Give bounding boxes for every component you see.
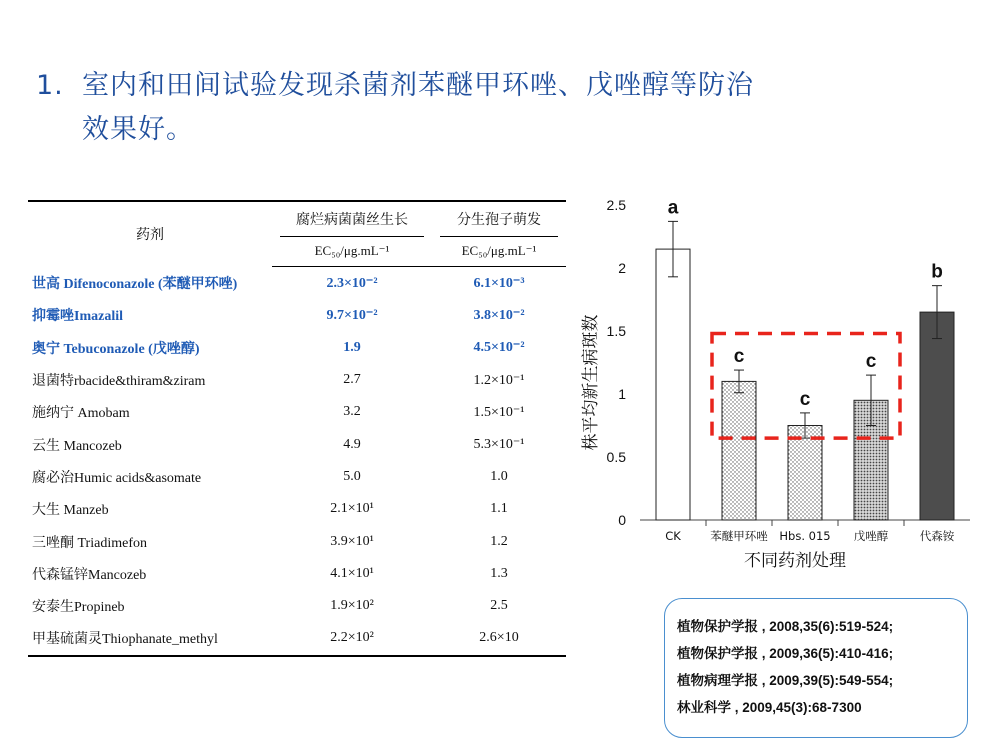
reference-item: 林业科学 , 2009,45(3):68-7300 — [677, 700, 862, 715]
drug-name-cell: 大生 Manzeb — [32, 503, 109, 519]
reference-item: 植物保护学报 , 2009,36(5):410-416; — [677, 646, 894, 661]
table-row — [28, 525, 566, 557]
spore-ec50-cell: 1.0 — [490, 468, 508, 484]
slide-title — [36, 64, 936, 152]
mycelium-ec50-cell: 2.2×10² — [272, 622, 432, 655]
title-number: 1. — [36, 70, 64, 101]
drug-name-cell: 世高 Difenoconazole (苯醚甲环唑) — [32, 276, 238, 292]
table-row — [28, 428, 566, 460]
drug-name-cell: 安泰生Propineb — [32, 600, 125, 616]
drug-name-cell: 代森锰锌Mancozeb — [32, 567, 147, 583]
header-mycelium: 腐烂病菌菌丝生长 — [272, 201, 432, 236]
spore-ec50-cell: 3.8×10⁻² — [473, 307, 525, 323]
y-tick-label: 0 — [618, 512, 626, 528]
drug-name-cell: 三唑酮 Triadimefon — [32, 535, 147, 551]
x-tick-label: 代森铵 — [919, 529, 955, 543]
fungicide-ec50-table — [28, 200, 566, 657]
spore-ec50-cell: 5.3×10⁻¹ — [473, 437, 525, 453]
title-line-2: 效果好。 — [82, 114, 194, 145]
table-row — [28, 493, 566, 525]
spore-ec50-cell: 6.1×10⁻³ — [473, 275, 525, 291]
mycelium-ec50-cell: 5.0 — [343, 468, 361, 484]
table-row — [28, 622, 566, 655]
drug-name-cell: 奥宁 Tebuconazole (戊唑醇) — [32, 341, 200, 357]
header-spore: 分生孢子萌发 — [432, 201, 566, 236]
y-tick-label: 0.5 — [606, 449, 626, 465]
table-row — [28, 461, 566, 493]
x-tick-label: 戊唑醇 — [853, 529, 889, 543]
mycelium-ec50-cell: 4.1×10¹ — [330, 565, 374, 581]
mycelium-ec50-cell: 1.9 — [343, 339, 361, 355]
table-row — [28, 299, 566, 331]
drug-name-cell: 云生 Mancozeb — [32, 438, 122, 454]
spore-ec50-cell: 1.5×10⁻¹ — [473, 404, 525, 420]
reference-item: 植物病理学报 , 2009,39(5):549-554; — [677, 673, 894, 688]
significance-letter: a — [667, 197, 679, 219]
mycelium-ec50-cell: 2.3×10⁻² — [326, 275, 378, 291]
header-spore-unit — [432, 236, 566, 267]
references-list — [665, 599, 967, 721]
x-tick-label: Hbs. 015 — [779, 529, 831, 543]
header-mycelium-unit — [272, 236, 432, 267]
table-row — [28, 590, 566, 622]
drug-name-cell: 抑霉唑Imazalil — [32, 309, 123, 325]
spore-ec50-cell: 1.3 — [490, 565, 508, 581]
mycelium-ec50-cell: 9.7×10⁻² — [326, 307, 378, 323]
table-row — [28, 364, 566, 396]
table-row — [28, 332, 566, 364]
y-axis-label: 株平均新生病斑数 — [581, 314, 601, 451]
y-tick-label: 2.5 — [606, 197, 626, 213]
y-tick-label: 1.5 — [606, 323, 626, 339]
spore-ec50-cell: 1.2×10⁻¹ — [473, 372, 525, 388]
spore-unit-text: EC₅₀/μg.mL⁻¹ — [461, 243, 537, 258]
y-tick-label: 2 — [618, 260, 626, 276]
bar — [920, 312, 954, 520]
y-tick-label: 1 — [618, 386, 626, 402]
significance-letter: c — [733, 346, 745, 368]
table-body — [28, 267, 566, 656]
mycelium-unit-text: EC₅₀/μg.mL⁻¹ — [314, 243, 390, 258]
table-row — [28, 558, 566, 590]
spore-ec50-cell: 1.2 — [490, 533, 508, 549]
mycelium-ec50-cell: 1.9×10² — [330, 598, 374, 614]
reference-item: 植物保护学报 , 2008,35(6):519-524; — [677, 619, 894, 634]
table-row — [28, 396, 566, 428]
bar — [722, 381, 756, 520]
x-tick-label: CK — [665, 529, 681, 543]
spore-ec50-cell: 2.6×10 — [432, 622, 566, 655]
drug-name-cell: 施纳宁 Amobam — [32, 406, 130, 422]
spore-ec50-cell: 2.5 — [490, 598, 508, 614]
title-line-1: 室内和田间试验发现杀菌剂苯醚甲环唑、戊唑醇等防治 — [82, 70, 754, 101]
drug-name-cell: 退菌特rbacide&thiram&ziram — [32, 374, 206, 390]
x-axis-label: 不同药剂处理 — [744, 551, 846, 571]
significance-letter: c — [799, 388, 811, 410]
significance-letter: b — [931, 261, 943, 283]
table-row — [28, 267, 566, 300]
mycelium-ec50-cell: 2.7 — [343, 372, 361, 388]
bar — [656, 249, 690, 520]
drug-name-cell: 甲基硫菌灵Thiophanate_methyl — [28, 622, 272, 655]
header-drug: 药剂 — [28, 201, 272, 267]
significance-letter: c — [865, 351, 877, 373]
mycelium-ec50-cell: 4.9 — [343, 436, 361, 452]
references-box — [664, 598, 968, 738]
lesion-bar-chart — [560, 185, 980, 585]
drug-name-cell: 腐必治Humic acids&asomate — [32, 470, 202, 486]
spore-ec50-cell: 4.5×10⁻² — [473, 340, 525, 356]
x-tick-label: 苯醚甲环唑 — [710, 529, 768, 543]
mycelium-ec50-cell: 2.1×10¹ — [330, 501, 374, 517]
mycelium-ec50-cell: 3.2 — [343, 404, 361, 420]
mycelium-ec50-cell: 3.9×10¹ — [330, 533, 374, 549]
spore-ec50-cell: 1.1 — [490, 501, 508, 517]
